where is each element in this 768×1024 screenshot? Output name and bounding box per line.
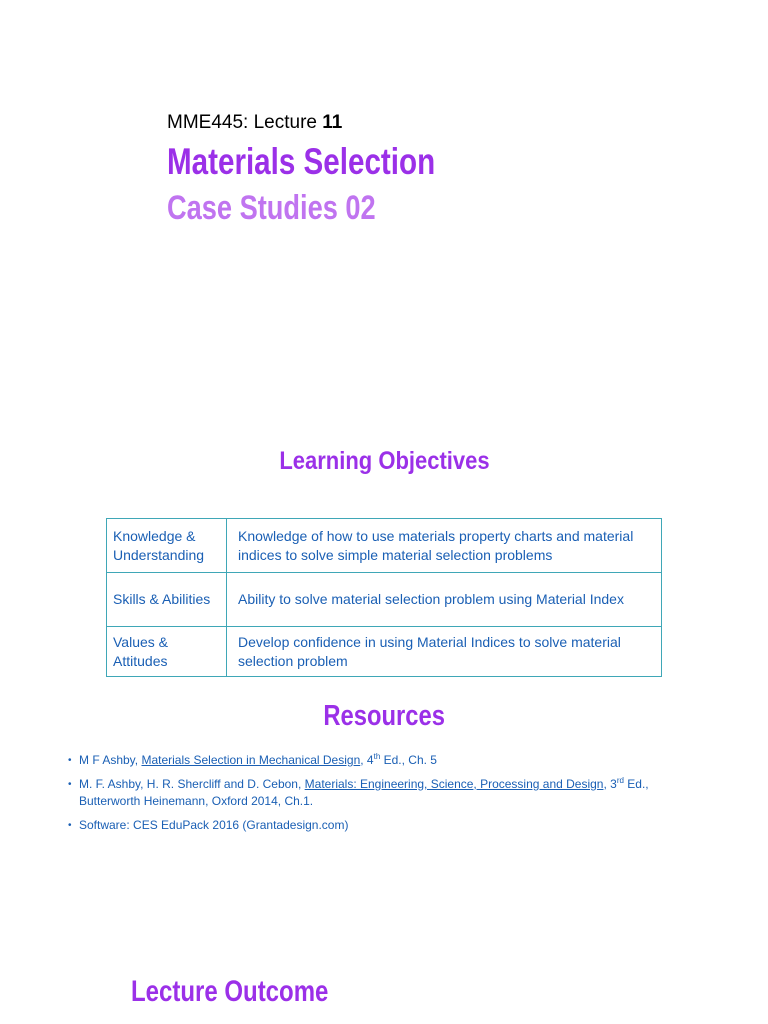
learning-objectives-table xyxy=(106,518,662,677)
objective-description: Knowledge of how to use materials property charts and material indices to solve simple material selection problems xyxy=(227,519,662,573)
resources-heading: Resources xyxy=(323,700,445,732)
resource-item: • M F Ashby, Materials Selection in Mechanical Design, 4th Ed., Ch. 5 xyxy=(68,752,708,769)
objective-row xyxy=(107,573,662,627)
objective-description: Develop confidence in using Material Indices to solve material selection problem xyxy=(227,627,662,677)
course-code: MME445: Lecture xyxy=(167,112,323,133)
lecture-number: 11 xyxy=(322,112,343,133)
objective-description: Ability to solve material selection problem using Material Index xyxy=(227,573,662,627)
objective-row xyxy=(107,519,662,573)
resources-list xyxy=(68,752,708,841)
course-line xyxy=(167,112,342,134)
learning-objectives-heading: Learning Objectives xyxy=(278,447,490,475)
resource-link[interactable]: Materials: Engineering, Science, Processing and Design xyxy=(304,777,604,791)
objective-category: Skills & Abilities xyxy=(107,573,227,627)
sub-title: Case Studies 02 xyxy=(167,189,376,227)
objective-row xyxy=(107,627,662,677)
resource-link[interactable]: Materials Selection in Mechanical Design xyxy=(141,753,361,767)
resource-item: • Software: CES EduPack 2016 (Grantadesign.com) xyxy=(68,817,708,834)
main-title: Materials Selection xyxy=(167,141,436,182)
resource-item: • M. F. Ashby, H. R. Shercliff and D. Cebon, Materials: Engineering, Science, Processing and Design, 3rd Ed., Butterworth Heinemann, Oxford 2014, Ch.1. xyxy=(68,776,708,810)
lecture-outcome-heading: Lecture Outcome xyxy=(131,975,329,1008)
objective-category: Values & Attitudes xyxy=(107,627,227,677)
objective-category: Knowledge & Understanding xyxy=(107,519,227,573)
